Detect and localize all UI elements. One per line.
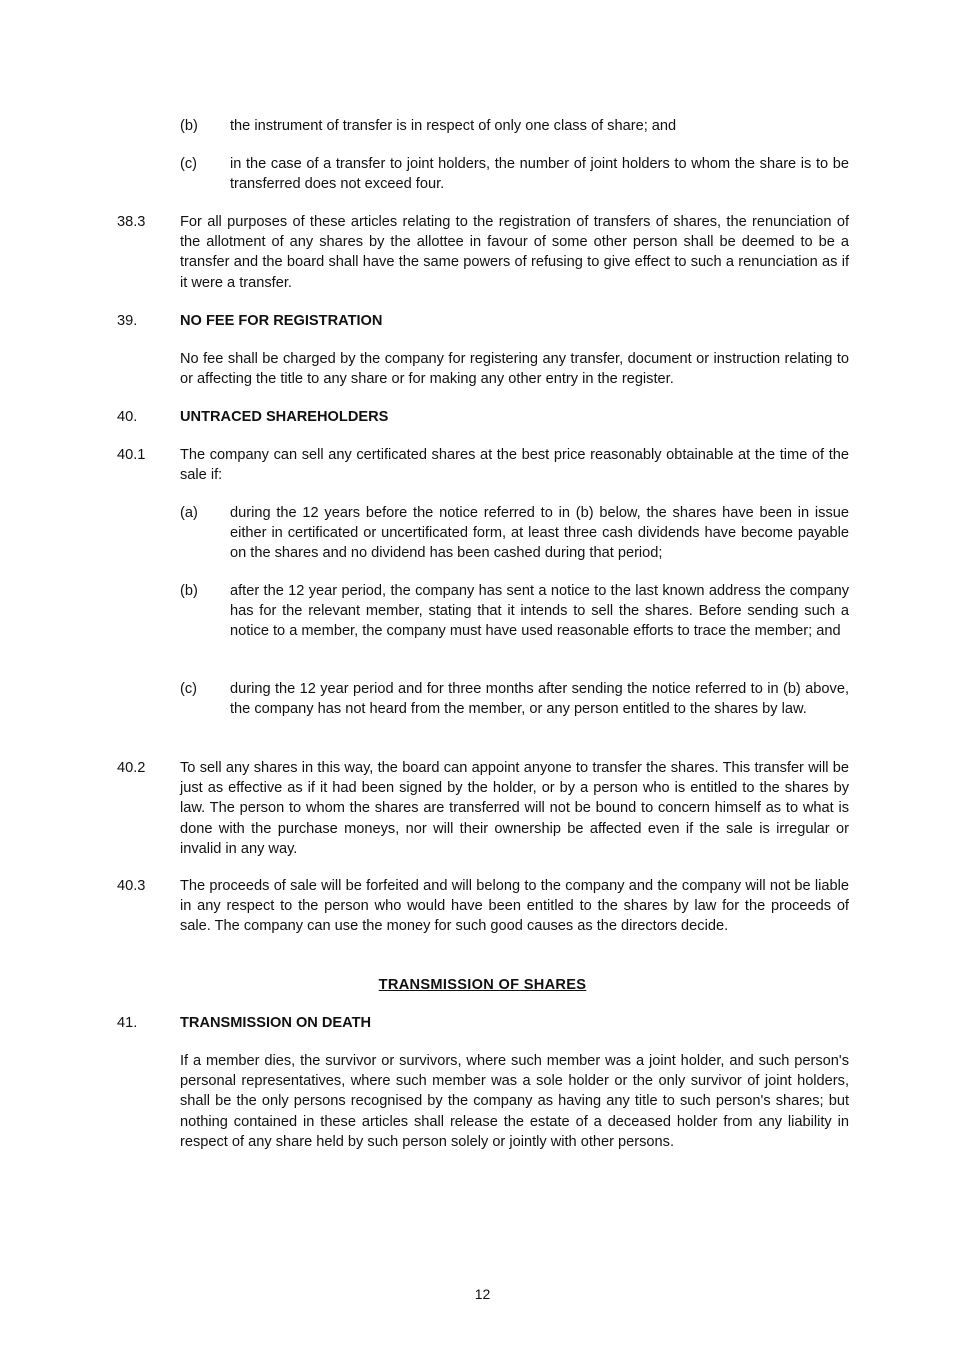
clause-number: 38.3 — [117, 214, 146, 230]
clause-text: No fee shall be charged by the company for registering any transfer, document or instruction relating to or affecting the title to any share or for making any other entry in the register. — [180, 351, 849, 388]
item-label: (c) — [180, 681, 198, 697]
item-label: (b) — [180, 583, 198, 599]
section-heading: TRANSMISSION OF SHARES — [378, 977, 587, 993]
clause-heading: UNTRACED SHAREHOLDERS — [180, 409, 389, 425]
clause-text: To sell any shares in this way, the board can appoint anyone to transfer the shares. This transfer will be just as effective as if it had been signed by the holder, or by a person who is entitled to the shares by law. The person to whom the shares are transferred will not be bound to concern himself as to what is done with the purchase moneys, nor will their ownership be affected even if the sale is irregular or invalid in any way. — [180, 760, 849, 857]
item-label: (a) — [180, 505, 198, 521]
clause-text: If a member dies, the survivor or survivors, where such member was a joint holder, and such person's personal representatives, where such member was a sole holder or the only survivor of joint holders, shall be the only persons recognised by the company as having any title to such person's shares; but nothing contained in these articles shall release the estate of a deceased holder from any liability in respect of any share held by such person solely or jointly with other persons. — [180, 1053, 849, 1150]
clause-number: 40.1 — [117, 447, 146, 463]
item-label: (c) — [180, 156, 198, 172]
item-text: after the 12 year period, the company has sent a notice to the last known address the company has for the relevant member, stating that it intends to sell the shares. Before sending such a notice to a member, the company must have used reasonable efforts to trace the member; and — [230, 583, 849, 640]
clause-number: 40.2 — [117, 760, 146, 776]
clause-number: 40.3 — [117, 878, 146, 894]
item-text: the instrument of transfer is in respect of only one class of share; and — [230, 118, 677, 134]
clause-number: 39. — [117, 313, 138, 329]
clause-heading: TRANSMISSION ON DEATH — [180, 1015, 372, 1031]
item-label: (b) — [180, 118, 198, 134]
page-number: 12 — [474, 1286, 491, 1302]
clause-number: 41. — [117, 1015, 138, 1031]
clause-heading: NO FEE FOR REGISTRATION — [180, 313, 383, 329]
clause-text: The company can sell any certificated shares at the best price reasonably obtainable at the time of the sale if: — [180, 447, 849, 484]
clause-number: 40. — [117, 409, 138, 425]
clause-text: The proceeds of sale will be forfeited and will belong to the company and the company will not be liable in any respect to the person who would have been entitled to the shares by law for the proceeds of sale. The company can use the money for such good causes as the directors decide. — [180, 878, 849, 935]
clause-text: For all purposes of these articles relating to the registration of transfers of shares, the renunciation of the allotment of any shares by the allottee in favour of some other person shall be deemed to be a transfer and the board shall have the same powers of refusing to give effect to such a renunciation as if it were a transfer. — [180, 214, 849, 291]
item-text: in the case of a transfer to joint holders, the number of joint holders to whom the share is to be transferred does not exceed four. — [230, 156, 849, 193]
item-text: during the 12 year period and for three months after sending the notice referred to in (b) above, the company has not heard from the member, or any person entitled to the shares by law. — [230, 681, 849, 718]
item-text: during the 12 years before the notice referred to in (b) below, the shares have been in issue either in certificated or uncertificated form, at least three cash dividends have become payable on the shares and no dividend has been cashed during that period; — [230, 505, 849, 562]
